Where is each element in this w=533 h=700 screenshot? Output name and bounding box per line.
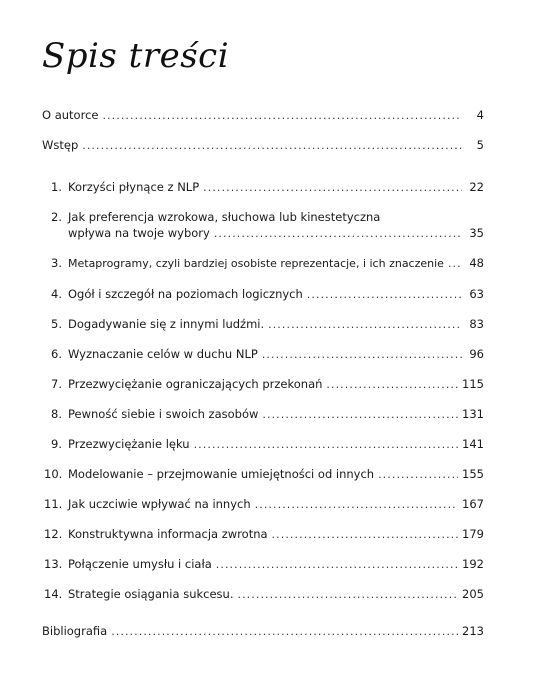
toc-page-number: 22 bbox=[469, 180, 484, 194]
toc-entry-label: Przezwyciężanie ograniczających przekonań bbox=[68, 377, 323, 391]
dot-leader bbox=[216, 557, 458, 572]
chapter-number: 1. bbox=[51, 180, 62, 194]
toc-entry-label: Ogół i szczegół na poziomach logicznych bbox=[68, 287, 303, 301]
chapter-number: 5. bbox=[51, 317, 62, 331]
chapter-number: 11. bbox=[44, 497, 63, 511]
chapter-number: 14. bbox=[44, 587, 63, 601]
toc-page-number: 48 bbox=[469, 256, 484, 270]
toc-page-number: 179 bbox=[462, 527, 484, 541]
toc-entry-label: Strategie osiągania sukcesu. bbox=[68, 587, 234, 601]
dot-leader bbox=[82, 138, 462, 153]
toc-entry-o-autorce[interactable] bbox=[42, 108, 484, 123]
toc-chapter-13[interactable] bbox=[44, 557, 484, 572]
dot-leader bbox=[268, 317, 462, 332]
dot-leader bbox=[237, 587, 458, 602]
toc-page-number: 4 bbox=[476, 108, 484, 122]
toc-entry-label: Wstęp bbox=[42, 138, 79, 152]
toc-chapter-5[interactable] bbox=[44, 317, 484, 332]
toc-page-number: 96 bbox=[469, 347, 484, 361]
toc-chapter-12[interactable] bbox=[44, 527, 484, 542]
toc-chapter-2[interactable] bbox=[44, 226, 484, 241]
toc-page-number: 115 bbox=[462, 377, 484, 391]
chapter-number: 9. bbox=[51, 437, 62, 451]
chapter-number: 8. bbox=[51, 407, 62, 421]
dot-leader bbox=[111, 624, 458, 639]
chapter-number: 10. bbox=[44, 467, 63, 481]
toc-entry-label: Konstruktywna informacja zwrotna bbox=[68, 527, 268, 541]
toc-entry-label: Bibliografia bbox=[42, 624, 108, 638]
toc-page-number: 131 bbox=[462, 407, 484, 421]
toc-entry-label: Pewność siebie i swoich zasobów bbox=[68, 407, 259, 421]
toc-entry-label: Wyznaczanie celów w duchu NLP bbox=[68, 347, 258, 361]
dot-leader bbox=[326, 377, 458, 392]
chapter-number: 6. bbox=[51, 347, 62, 361]
toc-entry-label: Przezwyciężanie lęku bbox=[68, 437, 190, 451]
dot-leader bbox=[262, 407, 458, 422]
page-title: Spis treści bbox=[42, 36, 230, 76]
dot-leader bbox=[214, 226, 462, 241]
chapter-number: 13. bbox=[44, 557, 63, 571]
toc-page-number: 63 bbox=[469, 287, 484, 301]
toc-chapter-1[interactable] bbox=[44, 180, 484, 195]
toc-chapter-3[interactable] bbox=[44, 256, 484, 271]
dot-leader bbox=[272, 527, 459, 542]
dot-leader bbox=[255, 497, 458, 512]
toc-page-number: 192 bbox=[462, 557, 484, 571]
dot-leader bbox=[203, 180, 462, 195]
toc-chapter-6[interactable] bbox=[44, 347, 484, 362]
toc-entry-label: Połączenie umysłu i ciała bbox=[68, 557, 212, 571]
toc-entry-label: Modelowanie – przejmowanie umiejętności od innych bbox=[68, 467, 375, 481]
dot-leader bbox=[448, 256, 462, 271]
toc-page-number: 83 bbox=[469, 317, 484, 331]
toc-entry-label: Metaprogramy, czyli bardziej osobiste reprezentacje, i ich znaczenie bbox=[68, 257, 444, 270]
toc-entry-label: Dogadywanie się z innymi ludźmi. bbox=[68, 317, 265, 331]
toc-entry-bibliografia[interactable] bbox=[42, 624, 484, 639]
toc-page-number: 205 bbox=[462, 587, 484, 601]
toc-entry-label: Jak uczciwie wpływać na innych bbox=[68, 497, 251, 511]
toc-entry-label: wpływa na twoje wybory bbox=[68, 226, 210, 240]
chapter-number: 4. bbox=[51, 287, 62, 301]
chapter-number: 2. bbox=[51, 210, 62, 224]
toc-chapter-8[interactable] bbox=[44, 407, 484, 422]
toc-entry-label: O autorce bbox=[42, 108, 99, 122]
toc-chapter-11[interactable] bbox=[44, 497, 484, 512]
chapter-number: 7. bbox=[51, 377, 62, 391]
toc-page-number: 155 bbox=[462, 467, 484, 481]
toc-chapter-10[interactable] bbox=[44, 467, 484, 482]
dot-leader bbox=[194, 437, 458, 452]
toc-chapter-9[interactable] bbox=[44, 437, 484, 452]
toc-chapter-7[interactable] bbox=[44, 377, 484, 392]
toc-entry-wstep[interactable] bbox=[42, 138, 484, 153]
chapter-number: 12. bbox=[44, 527, 63, 541]
toc-entry-label-line1: Jak preferencja wzrokowa, słuchowa lub kinestetyczna bbox=[68, 210, 381, 224]
toc-chapter-14[interactable] bbox=[44, 587, 484, 602]
dot-leader bbox=[102, 108, 462, 123]
toc-page-number: 141 bbox=[462, 437, 484, 451]
dot-leader bbox=[378, 467, 458, 482]
toc-chapter-2-line1[interactable] bbox=[44, 210, 380, 224]
dot-leader bbox=[307, 287, 462, 302]
toc-page-number: 213 bbox=[462, 624, 484, 638]
toc-page-number: 5 bbox=[476, 138, 484, 152]
toc-page-number: 35 bbox=[469, 226, 484, 240]
chapter-number: 3. bbox=[51, 256, 62, 270]
toc-page-number: 167 bbox=[462, 497, 484, 511]
toc-entry-label: Korzyści płynące z NLP bbox=[68, 180, 200, 194]
dot-leader bbox=[262, 347, 462, 362]
toc-chapter-4[interactable] bbox=[44, 287, 484, 302]
